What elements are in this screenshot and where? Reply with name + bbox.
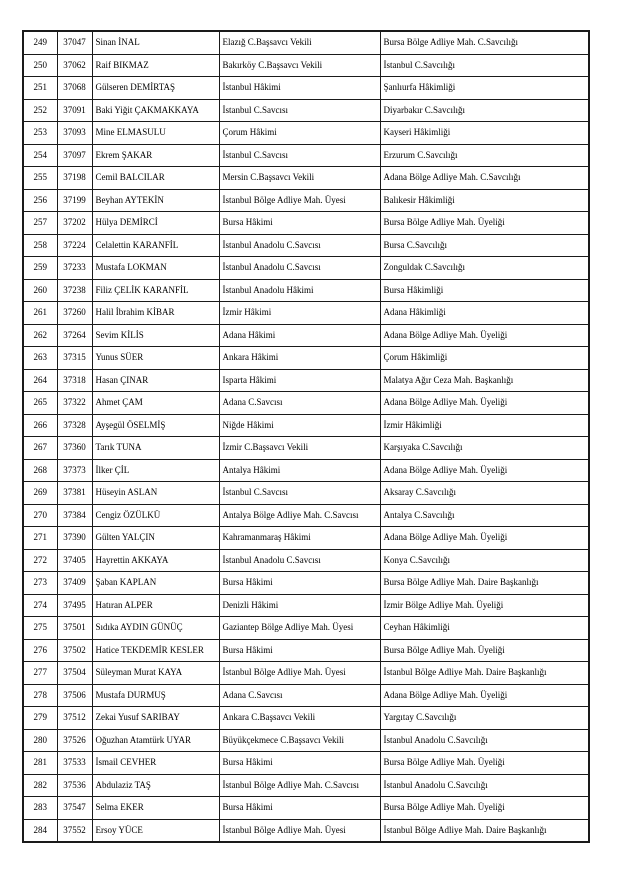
table-row [23, 31, 589, 54]
registry-number-cell: 37526 [57, 729, 92, 752]
registry-number-cell: 37360 [57, 437, 92, 460]
new-post-cell: Bursa Bölge Adliye Mah. Üyeliği [380, 212, 589, 235]
person-name-cell: Gülseren DEMİRTAŞ [92, 77, 219, 100]
person-name-cell: Ahmet ÇAM [92, 392, 219, 415]
row-number-cell: 281 [23, 752, 57, 775]
assignment-table-body [23, 31, 589, 842]
person-name-cell: Yunus SÜER [92, 347, 219, 370]
row-number-cell: 259 [23, 257, 57, 280]
person-name-cell: Ekrem ŞAKAR [92, 144, 219, 167]
current-post-cell: İstanbul Anadolu C.Savcısı [219, 549, 380, 572]
row-number-cell: 261 [23, 302, 57, 325]
row-number-cell: 263 [23, 347, 57, 370]
table-row [23, 504, 589, 527]
person-name-cell: Şaban KAPLAN [92, 572, 219, 595]
row-number-cell: 254 [23, 144, 57, 167]
current-post-cell: İstanbul Anadolu C.Savcısı [219, 257, 380, 280]
registry-number-cell: 37547 [57, 797, 92, 820]
new-post-cell: Adana Bölge Adliye Mah. Üyeliği [380, 527, 589, 550]
registry-number-cell: 37198 [57, 167, 92, 190]
person-name-cell: Filiz ÇELİK KARANFİL [92, 279, 219, 302]
current-post-cell: Büyükçekmece C.Başsavcı Vekili [219, 729, 380, 752]
registry-number-cell: 37062 [57, 54, 92, 77]
table-row [23, 54, 589, 77]
new-post-cell: İstanbul Anadolu C.Savcılığı [380, 774, 589, 797]
table-row [23, 752, 589, 775]
person-name-cell: Hülya DEMİRCİ [92, 212, 219, 235]
current-post-cell: Kahramanmaraş Hâkimi [219, 527, 380, 550]
new-post-cell: İstanbul Anadolu C.Savcılığı [380, 729, 589, 752]
new-post-cell: Diyarbakır C.Savcılığı [380, 99, 589, 122]
table-row [23, 459, 589, 482]
person-name-cell: Hatice TEKDEMİR KESLER [92, 639, 219, 662]
current-post-cell: Mersin C.Başsavcı Vekili [219, 167, 380, 190]
table-row [23, 482, 589, 505]
table-row [23, 572, 589, 595]
registry-number-cell: 37260 [57, 302, 92, 325]
new-post-cell: Balıkesir Hâkimliği [380, 189, 589, 212]
registry-number-cell: 37047 [57, 31, 92, 54]
row-number-cell: 258 [23, 234, 57, 257]
person-name-cell: Hatıran ALPER [92, 594, 219, 617]
new-post-cell: Çorum Hâkimliği [380, 347, 589, 370]
current-post-cell: İstanbul Bölge Adliye Mah. Üyesi [219, 819, 380, 842]
table-row [23, 549, 589, 572]
table-row [23, 437, 589, 460]
row-number-cell: 276 [23, 639, 57, 662]
person-name-cell: Ersoy YÜCE [92, 819, 219, 842]
registry-number-cell: 37512 [57, 707, 92, 730]
table-row [23, 819, 589, 842]
table-row [23, 707, 589, 730]
table-row [23, 527, 589, 550]
row-number-cell: 284 [23, 819, 57, 842]
row-number-cell: 278 [23, 684, 57, 707]
new-post-cell: Adana Bölge Adliye Mah. Üyeliği [380, 684, 589, 707]
new-post-cell: Erzurum C.Savcılığı [380, 144, 589, 167]
row-number-cell: 257 [23, 212, 57, 235]
assignment-table [22, 30, 590, 843]
new-post-cell: İzmir Hâkimliği [380, 414, 589, 437]
table-row [23, 279, 589, 302]
row-number-cell: 282 [23, 774, 57, 797]
new-post-cell: Bursa Hâkimliği [380, 279, 589, 302]
person-name-cell: Ayşegül ÖSELMİŞ [92, 414, 219, 437]
person-name-cell: Cemil BALCILAR [92, 167, 219, 190]
row-number-cell: 250 [23, 54, 57, 77]
person-name-cell: Mine ELMASULU [92, 122, 219, 145]
table-row [23, 684, 589, 707]
new-post-cell: Bursa Bölge Adliye Mah. Daire Başkanlığı [380, 572, 589, 595]
person-name-cell: Hayrettin AKKAYA [92, 549, 219, 572]
current-post-cell: Bursa Hâkimi [219, 797, 380, 820]
new-post-cell: Ceyhan Hâkimliği [380, 617, 589, 640]
registry-number-cell: 37093 [57, 122, 92, 145]
current-post-cell: Bursa Hâkimi [219, 639, 380, 662]
current-post-cell: Ankara C.Başsavcı Vekili [219, 707, 380, 730]
registry-number-cell: 37384 [57, 504, 92, 527]
current-post-cell: Çorum Hâkimi [219, 122, 380, 145]
current-post-cell: Elazığ C.Başsavcı Vekili [219, 31, 380, 54]
row-number-cell: 251 [23, 77, 57, 100]
new-post-cell: İzmir Bölge Adliye Mah. Üyeliği [380, 594, 589, 617]
registry-number-cell: 37202 [57, 212, 92, 235]
current-post-cell: Gaziantep Bölge Adliye Mah. Üyesi [219, 617, 380, 640]
registry-number-cell: 37097 [57, 144, 92, 167]
row-number-cell: 267 [23, 437, 57, 460]
new-post-cell: Konya C.Savcılığı [380, 549, 589, 572]
registry-number-cell: 37405 [57, 549, 92, 572]
current-post-cell: İstanbul Anadolu Hâkimi [219, 279, 380, 302]
person-name-cell: Zekai Yusuf SARIBAY [92, 707, 219, 730]
current-post-cell: İstanbul Bölge Adliye Mah. C.Savcısı [219, 774, 380, 797]
new-post-cell: Adana Bölge Adliye Mah. Üyeliği [380, 392, 589, 415]
current-post-cell: Niğde Hâkimi [219, 414, 380, 437]
current-post-cell: İstanbul C.Savcısı [219, 99, 380, 122]
row-number-cell: 255 [23, 167, 57, 190]
row-number-cell: 266 [23, 414, 57, 437]
new-post-cell: İstanbul Bölge Adliye Mah. Daire Başkanlığı [380, 819, 589, 842]
current-post-cell: Adana Hâkimi [219, 324, 380, 347]
current-post-cell: Bakırköy C.Başsavcı Vekili [219, 54, 380, 77]
person-name-cell: İsmail CEVHER [92, 752, 219, 775]
current-post-cell: Antalya Bölge Adliye Mah. C.Savcısı [219, 504, 380, 527]
person-name-cell: Raif BIKMAZ [92, 54, 219, 77]
current-post-cell: Ankara Hâkimi [219, 347, 380, 370]
registry-number-cell: 37224 [57, 234, 92, 257]
registry-number-cell: 37502 [57, 639, 92, 662]
table-row [23, 617, 589, 640]
row-number-cell: 283 [23, 797, 57, 820]
row-number-cell: 265 [23, 392, 57, 415]
current-post-cell: İstanbul Anadolu C.Savcısı [219, 234, 380, 257]
new-post-cell: Bursa Bölge Adliye Mah. C.Savcılığı [380, 31, 589, 54]
new-post-cell: Adana Bölge Adliye Mah. Üyeliği [380, 324, 589, 347]
registry-number-cell: 37373 [57, 459, 92, 482]
person-name-cell: Abdulaziz TAŞ [92, 774, 219, 797]
registry-number-cell: 37091 [57, 99, 92, 122]
table-row [23, 414, 589, 437]
new-post-cell: İstanbul C.Savcılığı [380, 54, 589, 77]
registry-number-cell: 37238 [57, 279, 92, 302]
row-number-cell: 268 [23, 459, 57, 482]
new-post-cell: Malatya Ağır Ceza Mah. Başkanlığı [380, 369, 589, 392]
table-row [23, 662, 589, 685]
registry-number-cell: 37390 [57, 527, 92, 550]
row-number-cell: 272 [23, 549, 57, 572]
person-name-cell: Selma EKER [92, 797, 219, 820]
registry-number-cell: 37068 [57, 77, 92, 100]
person-name-cell: Hasan ÇINAR [92, 369, 219, 392]
table-row [23, 347, 589, 370]
person-name-cell: Sevim KİLİS [92, 324, 219, 347]
row-number-cell: 279 [23, 707, 57, 730]
row-number-cell: 260 [23, 279, 57, 302]
person-name-cell: Süleyman Murat KAYA [92, 662, 219, 685]
current-post-cell: Isparta Hâkimi [219, 369, 380, 392]
registry-number-cell: 37328 [57, 414, 92, 437]
registry-number-cell: 37322 [57, 392, 92, 415]
current-post-cell: İzmir C.Başsavcı Vekili [219, 437, 380, 460]
new-post-cell: Adana Hâkimliği [380, 302, 589, 325]
table-row [23, 99, 589, 122]
row-number-cell: 274 [23, 594, 57, 617]
new-post-cell: Antalya C.Savcılığı [380, 504, 589, 527]
registry-number-cell: 37318 [57, 369, 92, 392]
current-post-cell: İstanbul Bölge Adliye Mah. Üyesi [219, 662, 380, 685]
table-row [23, 234, 589, 257]
new-post-cell: Bursa Bölge Adliye Mah. Üyeliği [380, 797, 589, 820]
person-name-cell: Tarık TUNA [92, 437, 219, 460]
person-name-cell: Beyhan AYTEKİN [92, 189, 219, 212]
person-name-cell: Hüseyin ASLAN [92, 482, 219, 505]
person-name-cell: Celalettin KARANFİL [92, 234, 219, 257]
current-post-cell: Bursa Hâkimi [219, 752, 380, 775]
row-number-cell: 277 [23, 662, 57, 685]
registry-number-cell: 37233 [57, 257, 92, 280]
person-name-cell: Oğuzhan Atamtürk UYAR [92, 729, 219, 752]
row-number-cell: 275 [23, 617, 57, 640]
table-row [23, 594, 589, 617]
current-post-cell: İstanbul C.Savcısı [219, 144, 380, 167]
new-post-cell: Zonguldak C.Savcılığı [380, 257, 589, 280]
table-row [23, 77, 589, 100]
person-name-cell: Baki Yiğit ÇAKMAKKAYA [92, 99, 219, 122]
table-row [23, 729, 589, 752]
registry-number-cell: 37315 [57, 347, 92, 370]
registry-number-cell: 37199 [57, 189, 92, 212]
current-post-cell: Adana C.Savcısı [219, 392, 380, 415]
row-number-cell: 270 [23, 504, 57, 527]
row-number-cell: 252 [23, 99, 57, 122]
registry-number-cell: 37409 [57, 572, 92, 595]
person-name-cell: Mustafa LOKMAN [92, 257, 219, 280]
new-post-cell: Yargıtay C.Savcılığı [380, 707, 589, 730]
row-number-cell: 280 [23, 729, 57, 752]
table-row [23, 144, 589, 167]
table-row [23, 797, 589, 820]
row-number-cell: 253 [23, 122, 57, 145]
table-row [23, 212, 589, 235]
person-name-cell: Sinan İNAL [92, 31, 219, 54]
current-post-cell: İstanbul C.Savcısı [219, 482, 380, 505]
table-row [23, 392, 589, 415]
new-post-cell: Kayseri Hâkimliği [380, 122, 589, 145]
registry-number-cell: 37533 [57, 752, 92, 775]
person-name-cell: Halil İbrahim KİBAR [92, 302, 219, 325]
table-row [23, 122, 589, 145]
new-post-cell: Bursa Bölge Adliye Mah. Üyeliği [380, 752, 589, 775]
registry-number-cell: 37552 [57, 819, 92, 842]
table-row [23, 302, 589, 325]
registry-number-cell: 37536 [57, 774, 92, 797]
table-row [23, 639, 589, 662]
registry-number-cell: 37381 [57, 482, 92, 505]
row-number-cell: 273 [23, 572, 57, 595]
current-post-cell: İstanbul Hâkimi [219, 77, 380, 100]
new-post-cell: Bursa C.Savcılığı [380, 234, 589, 257]
table-row [23, 167, 589, 190]
person-name-cell: Mustafa DURMUŞ [92, 684, 219, 707]
current-post-cell: Denizli Hâkimi [219, 594, 380, 617]
table-row [23, 369, 589, 392]
current-post-cell: Antalya Hâkimi [219, 459, 380, 482]
registry-number-cell: 37504 [57, 662, 92, 685]
new-post-cell: Karşıyaka C.Savcılığı [380, 437, 589, 460]
table-row [23, 324, 589, 347]
registry-number-cell: 37501 [57, 617, 92, 640]
new-post-cell: Adana Bölge Adliye Mah. C.Savcılığı [380, 167, 589, 190]
row-number-cell: 264 [23, 369, 57, 392]
table-row [23, 189, 589, 212]
row-number-cell: 262 [23, 324, 57, 347]
person-name-cell: Gülten YALÇIN [92, 527, 219, 550]
row-number-cell: 269 [23, 482, 57, 505]
registry-number-cell: 37506 [57, 684, 92, 707]
new-post-cell: Aksaray C.Savcılığı [380, 482, 589, 505]
row-number-cell: 271 [23, 527, 57, 550]
new-post-cell: Şanlıurfa Hâkimliği [380, 77, 589, 100]
person-name-cell: Sıdıka AYDIN GÜNÜÇ [92, 617, 219, 640]
registry-number-cell: 37264 [57, 324, 92, 347]
person-name-cell: Cengiz ÖZÜLKÜ [92, 504, 219, 527]
current-post-cell: Bursa Hâkimi [219, 212, 380, 235]
row-number-cell: 256 [23, 189, 57, 212]
new-post-cell: Adana Bölge Adliye Mah. Üyeliği [380, 459, 589, 482]
current-post-cell: Bursa Hâkimi [219, 572, 380, 595]
current-post-cell: İzmir Hâkimi [219, 302, 380, 325]
registry-number-cell: 37495 [57, 594, 92, 617]
table-row [23, 774, 589, 797]
new-post-cell: Bursa Bölge Adliye Mah. Üyeliği [380, 639, 589, 662]
current-post-cell: Adana C.Savcısı [219, 684, 380, 707]
person-name-cell: İlker ÇİL [92, 459, 219, 482]
row-number-cell: 249 [23, 31, 57, 54]
new-post-cell: İstanbul Bölge Adliye Mah. Daire Başkanlığı [380, 662, 589, 685]
current-post-cell: İstanbul Bölge Adliye Mah. Üyesi [219, 189, 380, 212]
table-row [23, 257, 589, 280]
